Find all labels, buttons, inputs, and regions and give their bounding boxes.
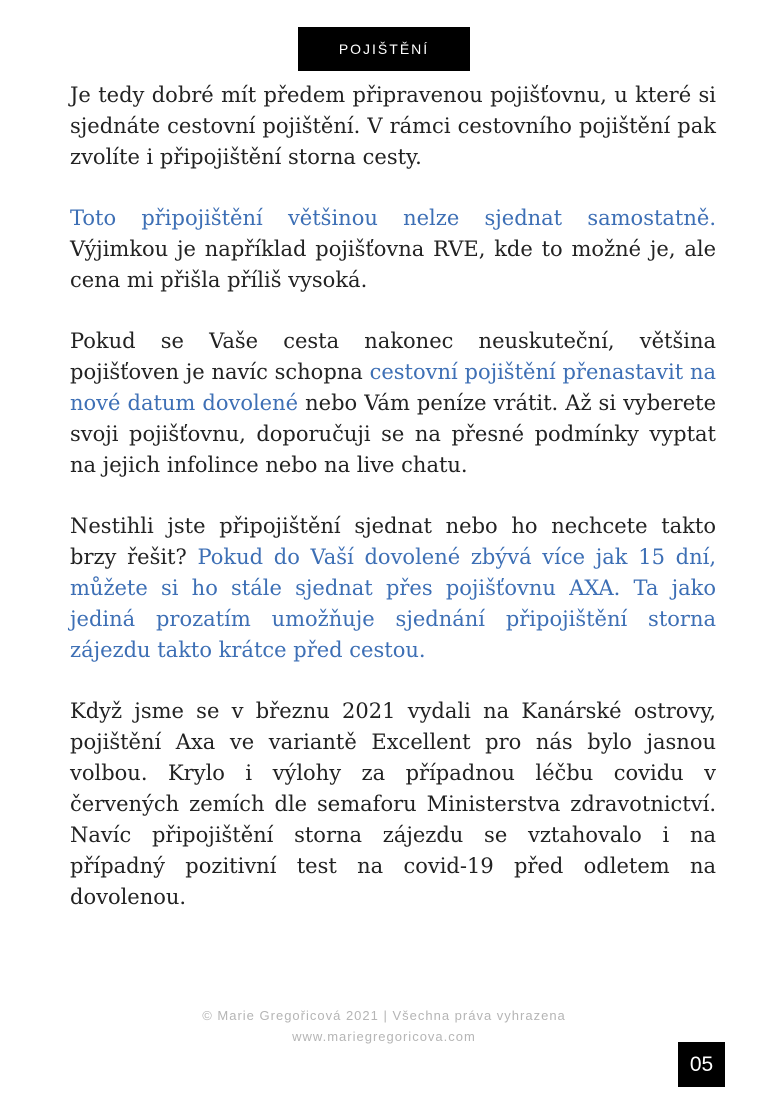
highlighted-text: Toto připojištění většinou nelze sjednat samostatně. (70, 206, 716, 230)
body-text: Nestihli jste připojištění sjednat nebo ho nechcete takto brzy řešit? (70, 514, 716, 569)
body-text: Pokud se Vaše cesta nakonec neuskuteční, většina pojišťoven je navíc schopna (70, 329, 716, 384)
body-text: Je tedy dobré mít předem připravenou pojišťovnu, u které si sjednáte cestovní pojištění. V rámci cestovního pojištění pak zvolíte i připojištění storna cesty. (70, 83, 716, 169)
paragraph (70, 80, 716, 173)
article-body (70, 80, 716, 943)
paragraph (70, 326, 716, 481)
paragraph (70, 203, 716, 296)
page-number-badge (678, 1042, 725, 1087)
paragraph (70, 696, 716, 913)
paragraph (70, 511, 716, 666)
footer-copyright: © Marie Gregořicová 2021 | Všechna práva vyhrazena (202, 1008, 566, 1023)
body-text: Když jsme se v březnu 2021 vydali na Kanárské ostrovy, pojištění Axa ve variantě Excellent pro nás bylo jasnou volbou. Krylo i výlohy za případnou léčbu covidu v červených zemích dle semaforu Ministerstva zdravotnictví. Navíc připojištění storna zájezdu se vztahovalo i na případný pozitivní test na covid-19 před odletem na dovolenou. (70, 699, 716, 909)
page-number: 05 (689, 1052, 714, 1076)
section-title-badge (298, 27, 470, 71)
body-text: Výjimkou je například pojišťovna RVE, kde to možné je, ale cena mi přišla příliš vysoká. (70, 237, 716, 292)
body-text: nebo Vám peníze vrátit. Až si vyberete svoji pojišťovnu, doporučuji se na přesné podmínky vyptat na jejich infolince nebo na live chatu. (70, 391, 717, 477)
highlighted-text: cestovní pojištění přenastavit na nové datum dovolené (70, 360, 716, 415)
highlighted-text: Pokud do Vaší dovolené zbývá více jak 15 dní, můžete si ho stále sjednat přes pojišťovnu AXA. Ta jako jediná prozatím umožňuje sjednání připojištění storna zájezdu takto krátce před cestou. (70, 545, 716, 662)
footer-website: www.mariegregoricova.com (292, 1029, 476, 1044)
section-title: POJIŠTĚNÍ (338, 41, 430, 57)
